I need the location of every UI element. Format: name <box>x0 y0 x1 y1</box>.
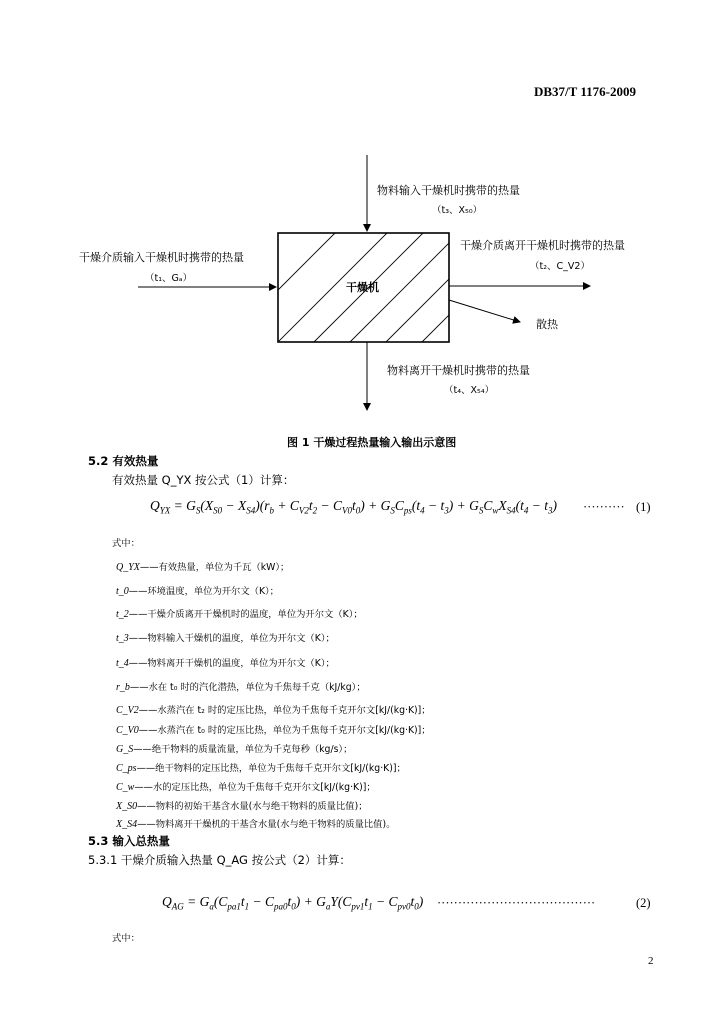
definition-item <box>116 583 279 597</box>
definition-text: ——水在 t₀ 时的汽化潜热，单位为千焦每千克（kJ/kg）； <box>129 682 366 693</box>
material-input-params: （t₃、X₅₀） <box>432 205 483 216</box>
definition-symbol: C_ps <box>116 763 137 774</box>
figure-caption: 图 1 干燥过程热量输入输出示意图 <box>287 436 457 449</box>
definition-symbol: r_b <box>116 682 130 693</box>
definition-text: ——水的定压比热，单位为千焦每千克开尔文[kJ/(kg·K)]； <box>134 782 376 793</box>
definition-item <box>116 760 406 774</box>
section-5-2-intro: 有效热量 Q_YX 按公式（1）计算： <box>112 473 295 487</box>
medium-input-label: 干燥介质输入干燥机时携带的热量 <box>79 251 244 264</box>
definition-text: ——有效热量，单位为千瓦（kW）； <box>139 562 290 573</box>
medium-output-label: 干燥介质离开干燥机时携带的热量 <box>460 239 625 252</box>
definition-item <box>116 655 335 669</box>
definition-symbol: C_w <box>116 782 135 793</box>
definition-symbol: X_S4 <box>116 819 138 830</box>
dryer-label: 干燥机 <box>346 281 379 294</box>
page-number: 2 <box>648 955 654 967</box>
definition-symbol: t_3 <box>116 633 129 644</box>
material-output-label: 物料离开干燥机时携带的热量 <box>387 364 530 377</box>
section-5-3-title: 5.3 输入总热量 <box>88 834 170 848</box>
formula-1-leader: ·········· <box>583 500 625 514</box>
formula-1: $Q_{YX} = G_S(X_{S0} - X_{S4})(r_b + C_{V2}t_2 - C_{V0}t_0) + G_SC_{ps}(t_4 - t_3) + G_SC_wX_{S4}(t_4 - t_3)$ <box>150 498 558 516</box>
formula-1-number: (1) <box>636 500 651 514</box>
section-5-2-title: 5.2 有效热量 <box>88 454 159 468</box>
definition-item <box>116 559 289 573</box>
section-5-3-1-title: 5.3.1 干燥介质输入热量 Q_AG 按公式（2）计算： <box>88 853 351 867</box>
definition-symbol: X_S0 <box>116 801 138 812</box>
heat-loss-label: 散热 <box>536 318 558 331</box>
definition-text: ——环境温度，单位为开尔文（K）； <box>128 586 279 597</box>
definition-text: ——物料离开干燥机的干基含水量(水与绝干物料的质量比值)。 <box>137 819 396 830</box>
medium-output-params: （t₂、C_V2） <box>530 261 590 272</box>
definition-symbol: t_0 <box>116 586 129 597</box>
definition-item <box>116 606 363 620</box>
definition-symbol: G_S <box>116 744 134 755</box>
formula-2: $Q_{AG} = G_a(C_{pa1}t_1 - C_{pa0}t_0) + G_aY(C_{pv1}t_1 - C_{pv0}t_0)$ <box>162 894 424 912</box>
definition-item <box>116 630 335 644</box>
definition-text: ——干燥介质离开干燥机时的温度，单位为开尔文（K）； <box>128 609 363 620</box>
heat-loss-arrow <box>449 300 520 322</box>
definition-symbol: Q_YX <box>116 562 140 573</box>
standard-number: DB37/T 1176-2009 <box>534 84 636 99</box>
material-input-label: 物料输入干燥机时携带的热量 <box>377 184 520 197</box>
definition-symbol: C_V2 <box>116 705 139 716</box>
formula-2-leader: ······································ <box>437 896 596 910</box>
definition-text: ——水蒸汽在 t₂ 时的定压比热，单位为千焦每千克开尔文[kJ/(kg·K)]； <box>138 705 431 716</box>
definition-item <box>116 779 376 793</box>
definition-text: ——绝干物料的定压比热，单位为千焦每千克开尔文[kJ/(kg·K)]； <box>136 763 406 774</box>
definition-symbol: t_2 <box>116 609 129 620</box>
medium-input-params: （t₁、Gₐ） <box>145 273 193 284</box>
definition-item <box>116 798 368 812</box>
definition-text: ——物料输入干燥机的温度，单位为开尔文（K）； <box>128 633 335 644</box>
where-label-1: 式中： <box>112 538 140 549</box>
definition-symbol: C_V0 <box>116 725 139 736</box>
definition-text: ——绝干物料的质量流量，单位为千克每秒（kg/s）； <box>133 744 353 755</box>
definition-text: ——水蒸汽在 t₀ 时的定压比热，单位为千焦每千克开尔文[kJ/(kg·K)]； <box>138 725 431 736</box>
formula-2-number: (2) <box>636 896 651 910</box>
where-label-2: 式中： <box>112 933 140 944</box>
definition-item <box>116 722 431 736</box>
definition-item <box>116 816 395 830</box>
definition-item <box>116 741 352 755</box>
definition-item <box>116 702 431 716</box>
definition-symbol: t_4 <box>116 658 129 669</box>
material-output-params: （t₄、X₅₄） <box>444 385 495 396</box>
definition-item <box>116 679 366 693</box>
definition-text: ——物料离开干燥机的温度，单位为开尔文（K）； <box>128 658 335 669</box>
definition-text: ——物料的初始干基含水量(水与绝干物料的质量比值)； <box>137 801 368 812</box>
